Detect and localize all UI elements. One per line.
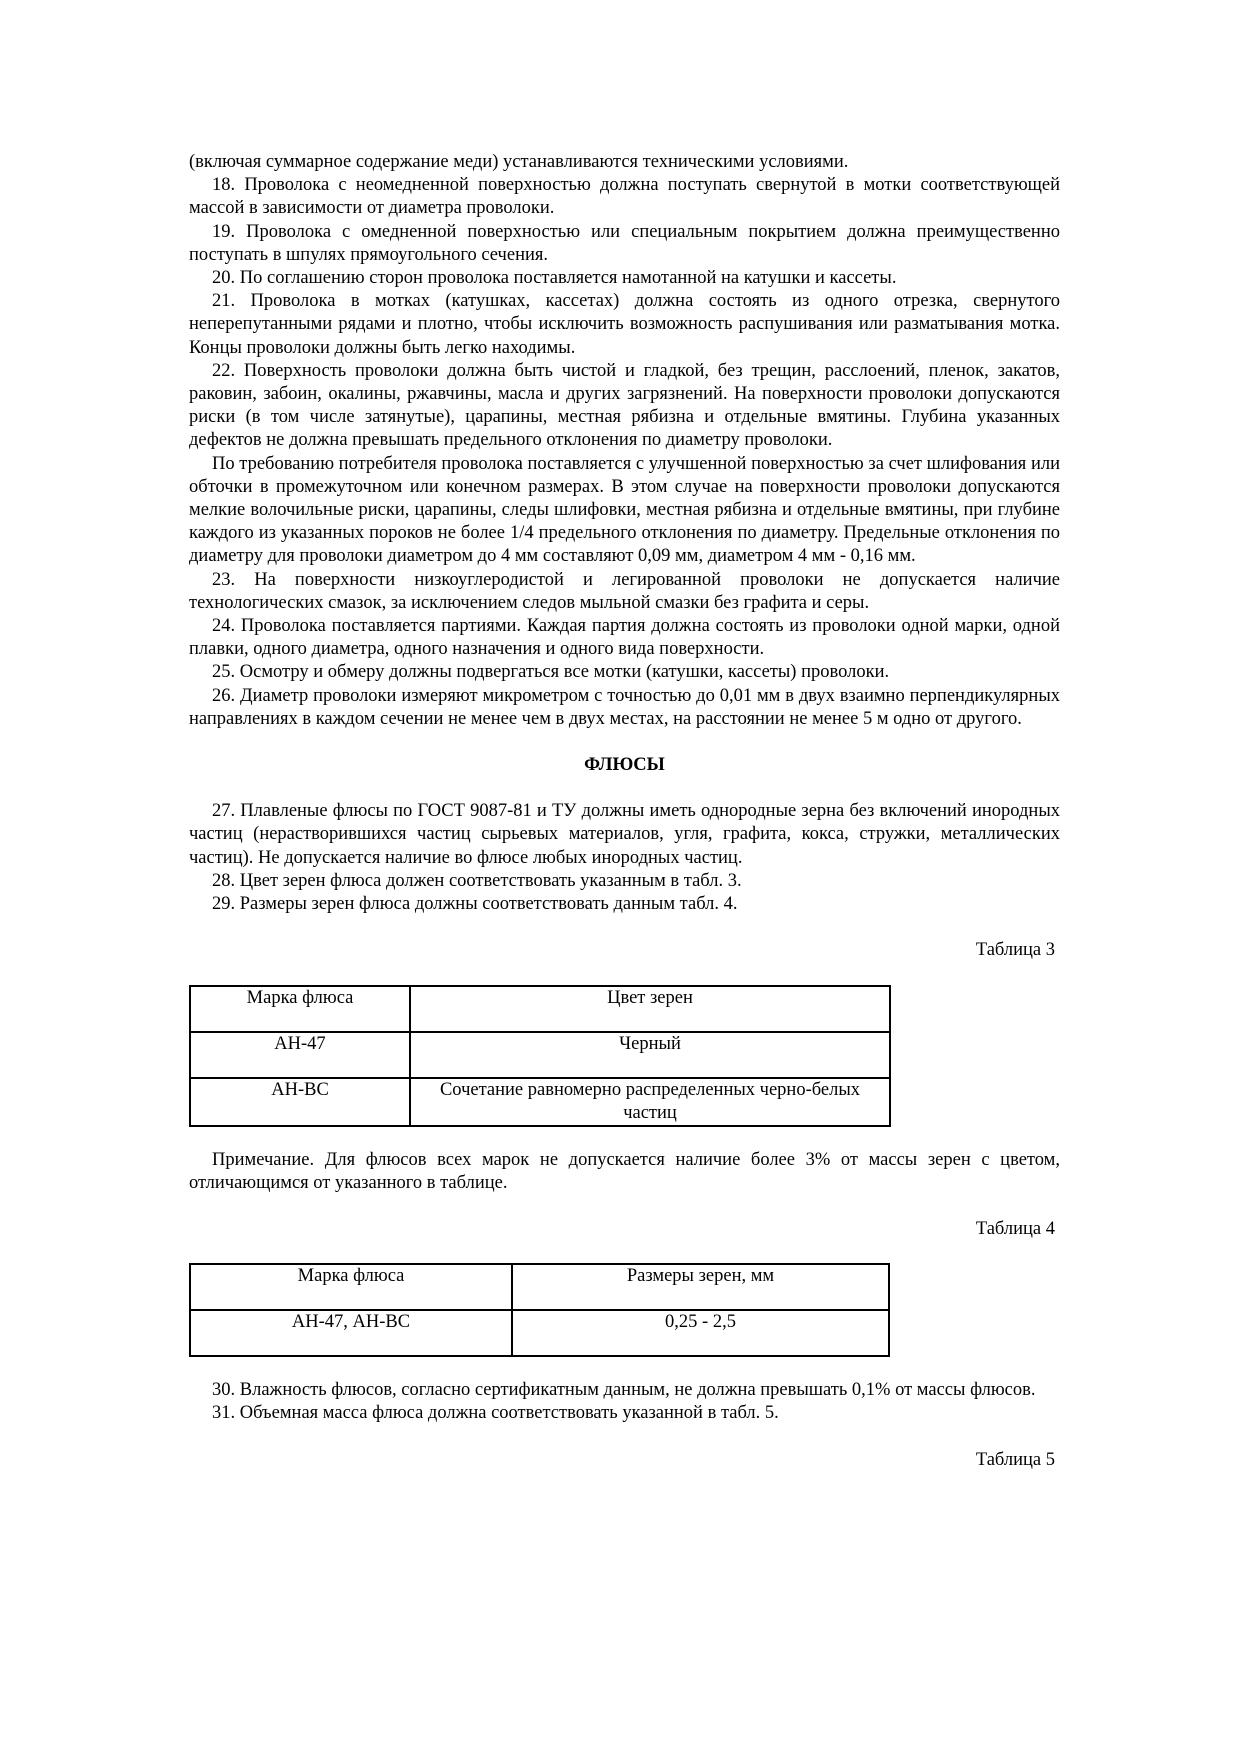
paragraph-21: 21. Проволока в мотках (катушках, кассетах) должна состоять из одного отрезка, свернутого неперепутанными рядами и плотно, чтобы исключить возможность распушивания или разматывания мотка. Концы проволоки должны быть легко находимы. [189, 291, 1060, 358]
paragraph-29: 29. Размеры зерен флюса должны соответствовать данным табл. 4. [212, 894, 738, 915]
paragraph-30: 30. Влажность флюсов, согласно сертификатным данным, не должна превышать 0,1% от массы флюсов. [212, 1380, 1036, 1401]
document-page [189, 151, 1060, 1472]
header-cell: Марка флюса [190, 1264, 512, 1310]
paragraph-22: 22. Поверхность проволоки должна быть чистой и гладкой, без трещин, расслоений, пленок, закатов, раковин, забоин, окалины, ржавчины, масла и других загрязнений. На поверхности проволоки допускаются риски (в том числе затянутые), царапины, местная рябизна и отдельные вмятины. Глубина указанных дефектов не должна превышать предельного отклонения по диаметру проволоки. [189, 360, 1060, 451]
header-cell: Цвет зерен [410, 986, 890, 1032]
table-cell: АН-47 [190, 1032, 410, 1078]
paragraph-18: 18. Проволока с неомедненной поверхностью должна поступать свернутой в мотки соответствующей массой в зависимости от диаметра проволоки. [189, 175, 1060, 219]
section-heading: ФЛЮСЫ [584, 755, 665, 776]
table-cell: Черный [410, 1032, 890, 1078]
table-row [190, 1310, 889, 1356]
header-cell: Размеры зерен, мм [512, 1264, 889, 1310]
table-header-row [190, 986, 890, 1032]
table-4 [189, 1263, 890, 1357]
paragraph-23: 23. На поверхности низкоуглеродистой и легированной проволоки не допускается наличие технологических смазок, за исключением следов мыльной смазки без графита и серы. [189, 569, 1060, 613]
paragraph-22-cont: По требованию потребителя проволока поставляется с улучшенной поверхностью за счет шлифования или обточки в промежуточном или конечном размерах. В этом случае на поверхности проволоки допускаются мелкие волочильные риски, царапины, следы шлифовки, местная рябизна и отдельные вмятины, при глубине каждого из указанных пороков не более 1/4 предельного отклонения по диаметру. Предельные отклонения по диаметру для проволоки диаметром до 4 мм составляют 0,09 мм, диаметром 4 мм - 0,16 мм. [189, 453, 1060, 567]
table-header-row [190, 1264, 889, 1310]
paragraph-25: 25. Осмотру и обмеру должны подвергаться все мотки (катушки, кассеты) проволоки. [212, 662, 890, 683]
paragraph-27: 27. Плавленые флюсы по ГОСТ 9087-81 и ТУ должны иметь однородные зерна без включений инородных частиц (нерастворившихся частиц сырьевых материалов, угля, графита, кокса, стружки, металлических частиц). Не допускается наличие во флюсе любых инородных частиц. [189, 801, 1060, 868]
table3-note: Примечание. Для флюсов всех марок не допускается наличие более 3% от массы зерен с цветом, отличающимся от указанного в таблице. [189, 1149, 1060, 1193]
table3-caption: Таблица 3 [975, 940, 1055, 961]
paragraph-31: 31. Объемная масса флюса должна соответствовать указанной в табл. 5. [212, 1403, 779, 1424]
table-cell: Сочетание равномерно распределенных черно-белых частиц [410, 1078, 890, 1126]
table-cell: АН-ВС [190, 1078, 410, 1126]
table-3 [189, 985, 891, 1127]
table4-caption: Таблица 4 [975, 1218, 1055, 1239]
paragraph-26: 26. Диаметр проволоки измеряют микрометром с точностью до 0,01 мм в двух взаимно перпендикулярных направлениях в каждом сечении не менее чем в двух местах, на расстоянии не менее 5 м одно от другого. [189, 685, 1060, 729]
table5-caption: Таблица 5 [975, 1449, 1055, 1470]
paragraph-20: 20. По соглашению сторон проволока поставляется намотанной на катушки и кассеты. [212, 268, 897, 289]
paragraph-28: 28. Цвет зерен флюса должен соответствовать указанным в табл. 3. [212, 870, 742, 891]
paragraph: (включая суммарное содержание меди) устанавливаются техническими условиями. [189, 152, 849, 172]
header-cell: Марка флюса [190, 986, 410, 1032]
paragraph-24: 24. Проволока поставляется партиями. Каждая партия должна состоять из проволоки одной марки, одной плавки, одного диаметра, одного назначения и одного вида поверхности. [189, 616, 1060, 660]
paragraph-19: 19. Проволока с омедненной поверхностью или специальным покрытием должна преимущественно поступать в шпулях прямоугольного сечения. [189, 221, 1060, 265]
table-row [190, 1078, 890, 1126]
table-row [190, 1032, 890, 1078]
table-cell: АН-47, АН-ВС [190, 1310, 512, 1356]
table-cell: 0,25 - 2,5 [512, 1310, 889, 1356]
